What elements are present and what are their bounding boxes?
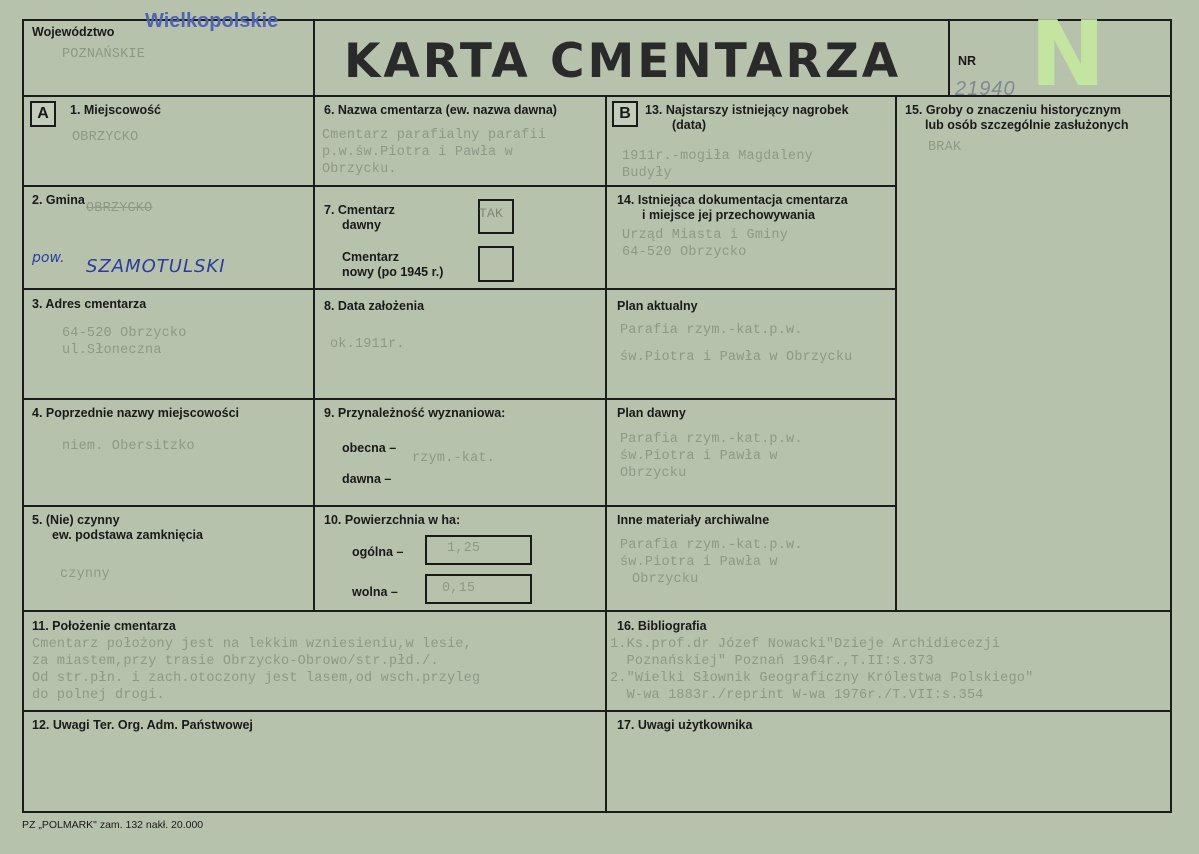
- field-15-label-1: 15. Groby o znaczeniu historycznym: [905, 103, 1122, 117]
- header-divider-1: [313, 19, 315, 97]
- field-14-label-2: i miejsce jej przechowywania: [642, 208, 815, 222]
- field-13-line-1: 1911r.-mogiła Magdaleny: [622, 149, 813, 164]
- other-materials-line-2: św.Piotra i Pawła w: [620, 555, 778, 570]
- plan-old-label: Plan dawny: [617, 406, 686, 420]
- section-a-marker: A: [30, 101, 56, 127]
- field-9-former-label: dawna –: [342, 472, 392, 486]
- field-7-old-label-1: 7. Cmentarz: [324, 203, 395, 217]
- field-11-line-4: do polnej drogi.: [32, 688, 165, 703]
- field-3-line-1: 64-520 Obrzycko: [62, 326, 187, 341]
- field-16-label: 16. Bibliografia: [617, 619, 707, 633]
- other-materials-line-1: Parafia rzym.-kat.p.w.: [620, 538, 803, 553]
- border-left: [22, 19, 24, 813]
- col-line-1: [313, 95, 315, 612]
- field-5-value: czynny: [60, 567, 110, 582]
- field-2-label: 2. Gmina: [32, 193, 85, 207]
- field-6-line-3: Obrzycku.: [322, 162, 397, 177]
- field-17-label: 17. Uwagi użytkownika: [617, 718, 753, 732]
- header-divider-2: [948, 19, 950, 97]
- field-2-handwritten-value: SZAMOTULSKI: [86, 256, 226, 277]
- nr-value: 21940: [955, 78, 1016, 100]
- field-9-current-value: rzym.-kat.: [412, 451, 496, 466]
- plan-old-line-3: Obrzycku: [620, 466, 687, 481]
- card-title: KARTA CMENTARZA: [344, 34, 902, 89]
- field-13-line-2: Budyły: [622, 166, 672, 181]
- row-line-6: [22, 710, 1172, 712]
- field-16-line-4: W-wa 1883r./reprint W-wa 1976r./T.VII:s.354: [610, 688, 984, 703]
- field-16-line-1: 1.Ks.prof.dr Józef Nowacki"Dzieje Archidiecezji: [610, 637, 1001, 652]
- field-7-new-label-1: Cmentarz: [342, 250, 399, 264]
- field-10-label: 10. Powierzchnia w ha:: [324, 513, 461, 527]
- col-line-3: [895, 95, 897, 612]
- field-13-label-2: (data): [672, 118, 707, 132]
- field-11-label: 11. Położenie cmentarza: [32, 619, 176, 633]
- field-16-line-2: Poznańskiej" Poznań 1964r.,T.II:s.373: [610, 654, 934, 669]
- field-4-value: niem. Obersitzko: [62, 439, 195, 454]
- category-mark: N: [1030, 2, 1106, 107]
- row-line-3: [22, 398, 897, 400]
- plan-current-line-1: Parafia rzym.-kat.p.w.: [620, 323, 803, 338]
- field-15-value: BRAK: [928, 140, 962, 155]
- field-14-line-2: 64-520 Obrzycko: [622, 245, 747, 260]
- print-footer: PZ „POLMARK" zam. 132 nakł. 20.000: [22, 819, 204, 831]
- plan-old-line-2: św.Piotra i Pawła w: [620, 449, 778, 464]
- border-bottom: [22, 811, 1172, 813]
- field-7-new-checkbox[interactable]: [478, 246, 514, 282]
- voivodeship-label: Województwo: [32, 25, 115, 39]
- row-line-2: [22, 288, 897, 290]
- field-5-label-1: 5. (Nie) czynny: [32, 513, 120, 527]
- field-2-handwritten-prefix: pow.: [32, 250, 65, 266]
- field-15-label-2: lub osób szczególnie zasłużonych: [925, 118, 1129, 132]
- field-1-value: OBRZYCKO: [72, 130, 139, 145]
- plan-old-line-1: Parafia rzym.-kat.p.w.: [620, 432, 803, 447]
- section-b-marker: B: [612, 101, 638, 127]
- plan-current-line-2: św.Piotra i Pawła w Obrzycku: [620, 350, 853, 365]
- field-13-label-1: 13. Najstarszy istniejący nagrobek: [645, 103, 849, 117]
- other-materials-label: Inne materiały archiwalne: [617, 513, 770, 527]
- field-8-label: 8. Data założenia: [324, 299, 425, 313]
- field-6-line-2: p.w.św.Piotra i Pawła w: [322, 145, 513, 160]
- field-7-old-mark: TAK: [479, 206, 504, 221]
- field-11-line-2: za miastem,przy trasie Obrzycko-Obrowo/str.płd./.: [32, 654, 439, 669]
- field-10-free-value: 0,15: [442, 581, 476, 596]
- field-2-struck-value: OBRZYCKO: [86, 201, 153, 216]
- field-1-label: 1. Miejscowość: [70, 103, 162, 117]
- field-9-current-label: obecna –: [342, 441, 397, 455]
- row-line-4: [22, 505, 897, 507]
- field-10-total-label: ogólna –: [352, 545, 404, 559]
- field-10-total-value: 1,25: [447, 541, 481, 556]
- row-line-5: [22, 610, 1172, 612]
- other-materials-line-3: Obrzycku: [632, 572, 699, 587]
- field-16-line-3: 2."Wielki Słownik Geograficzny Królestwa Polskiego": [610, 671, 1034, 686]
- plan-current-label: Plan aktualny: [617, 299, 698, 313]
- field-9-label: 9. Przynależność wyznaniowa:: [324, 406, 506, 420]
- field-10-free-label: wolna –: [352, 585, 398, 599]
- field-11-line-3: Od str.płn. i zach.otoczony jest lasem,od wsch.przyleg: [32, 671, 481, 686]
- nr-label: NR: [958, 54, 977, 68]
- field-6-line-1: Cmentarz parafialny parafii: [322, 128, 547, 143]
- field-3-label: 3. Adres cmentarza: [32, 297, 147, 311]
- voivodeship-typed: POZNAŃSKIE: [62, 47, 146, 62]
- field-12-label: 12. Uwagi Ter. Org. Adm. Państwowej: [32, 718, 253, 732]
- row-line-1: [22, 185, 897, 187]
- field-7-new-label-2: nowy (po 1945 r.): [342, 265, 444, 279]
- field-14-line-1: Urząd Miasta i Gminy: [622, 228, 789, 243]
- field-4-label: 4. Poprzednie nazwy miejscowości: [32, 406, 240, 420]
- field-6-label: 6. Nazwa cmentarza (ew. nazwa dawna): [324, 103, 557, 117]
- border-right: [1170, 19, 1172, 813]
- field-3-line-2: ul.Słoneczna: [62, 343, 162, 358]
- field-8-value: ok.1911r.: [330, 337, 405, 352]
- voivodeship-stamp: Wielkopolskie: [145, 10, 279, 32]
- field-14-label-1: 14. Istniejąca dokumentacja cmentarza: [617, 193, 848, 207]
- field-7-old-label-2: dawny: [342, 218, 381, 232]
- field-11-line-1: Cmentarz położony jest na lekkim wzniesieniu,w lesie,: [32, 637, 472, 652]
- field-5-label-2: ew. podstawa zamknięcia: [52, 528, 203, 542]
- col-line-2: [605, 95, 607, 813]
